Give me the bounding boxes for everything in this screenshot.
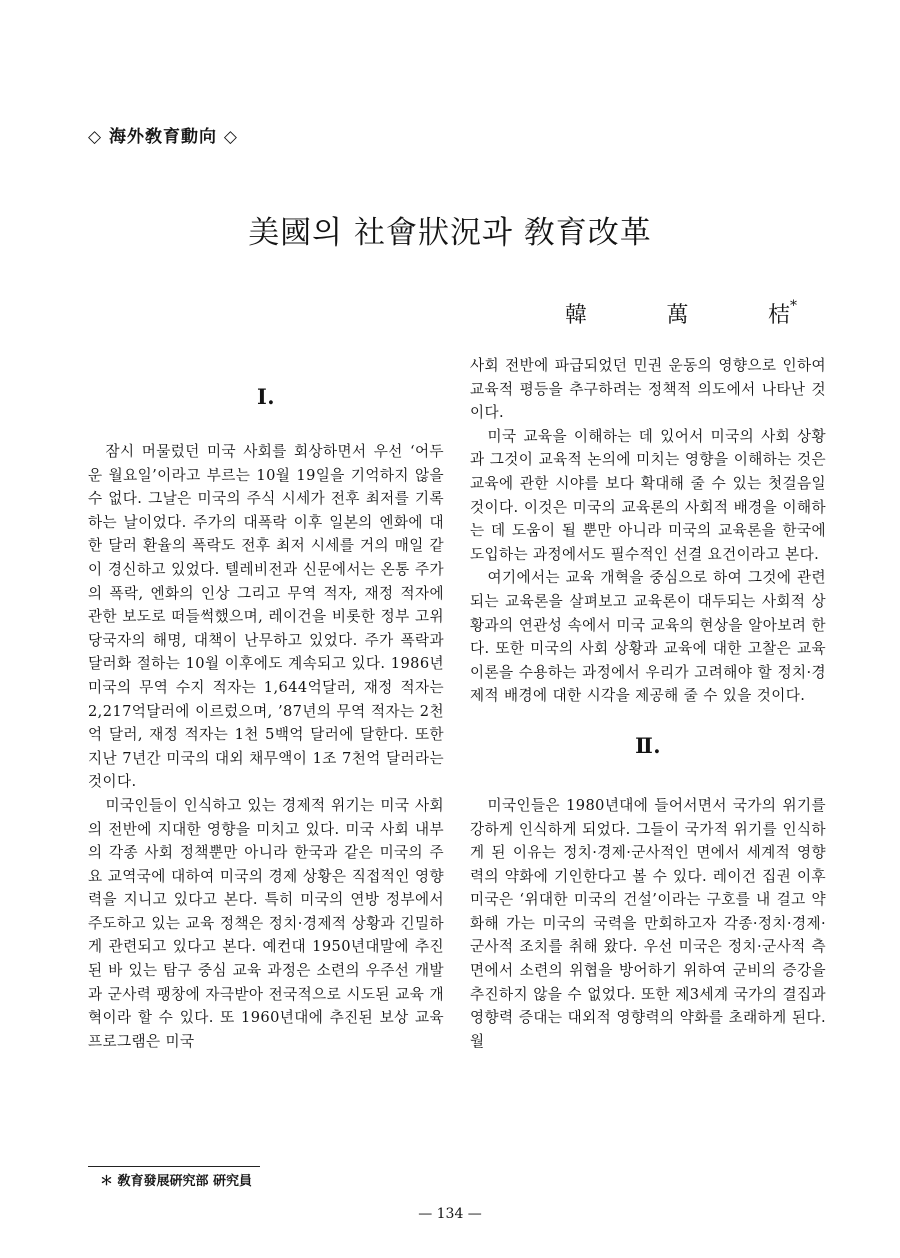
author-char-1: 韓 <box>565 303 588 328</box>
right-paragraph-1: 미국 교육을 이해하는 데 있어서 미국의 사회 상황과 그것이 교육적 논의에 미치는 영향을 이해하는 것은 교육에 관한 시야를 보다 확대해 줄 수 있는 첫걸음일 것이다. 이것은 미국의 교육론의 사회적 배경을 이해하는 데 도움이 될 뿐만 아니라 미국의 교육론을 한국에 도입하는 과정에서도 필수적인 선결 요건이라고 본다. <box>470 427 826 563</box>
author-footnote-mark: * <box>789 298 797 314</box>
section-heading-2: Ⅱ. <box>635 732 661 758</box>
left-paragraph-2: 미국인들이 인식하고 있는 경제적 위기는 미국 사회의 전반에 지대한 영향을 미치고 있다. 미국 사회 내부의 각종 사회 정책뿐만 아니라 한국과 같은 미국의 주요 교역국에 대하여 미국의 경제 상황은 직접적인 영향력을 지니고 있다고 본다. 특히 미국의 연방 정부에서 주도하고 있는 교육 정책은 정치·경제적 상황과 긴밀하게 관련되고 있다고 본다. 예컨대 1950년대말에 추진된 바 있는 탐구 중심 교육 과정은 소련의 우주선 개발과 군사력 팽창에 자극받아 전국적으로 시도된 교육 개혁이라 할 수 있다. 또 1960년대에 추진된 보상 교육 프로그램은 미국 <box>88 796 444 1050</box>
author-char-2: 萬 <box>666 303 689 328</box>
right-column <box>470 354 826 1053</box>
section-heading-1: Ⅰ. <box>257 384 275 409</box>
author-char-3-wrap <box>768 298 797 329</box>
right-continued-paragraph: 사회 전반에 파급되었던 민권 운동의 영향으로 인하여 교육적 평등을 추구하려는 정책적 의도에서 나타난 것이다. <box>470 357 826 422</box>
footnote-rule <box>88 1166 260 1167</box>
right-paragraph-3: 미국인들은 1980년대에 들어서면서 국가의 위기를 강하게 인식하게 되었다. 그들이 국가적 위기를 인식하게 된 이유는 정치·경제·군사적인 면에서 세계적 영향력의 약화에 기인한다고 볼 수 있다. 레이건 집권 이후 미국은 ‘위대한 미국의 건설’이라는 구호를 내 걸고 약화해 가는 미국의 국력을 만회하고자 각종·정치·경제·군사적 조치를 취해 왔다. 우선 미국은 정치·군사적 측면에서 소련의 위협을 방어하기 위하여 군비의 증강을 추진하지 않을 수 없었다. 또한 제3세계 국가의 결집과 영향력 증대는 대외적 영향력의 약화를 초래하게 된다. 월 <box>470 796 826 1050</box>
right-paragraph-2: 여기에서는 교육 개혁을 중심으로 하여 그것에 관련되는 교육론을 살펴보고 교육론이 대두되는 사회적 상황과의 연관성 속에서 미국 교육의 현상을 알아보려 한다. 또한 미국의 사회 상황과 교육에 대한 고찰은 교육 이론을 수용하는 과정에서 우리가 고려해야 할 정치·경제적 배경에 대한 시각을 제공해 줄 수 있을 것이다. <box>470 569 826 705</box>
page-number: — 134 — <box>418 1206 482 1222</box>
left-column <box>88 354 444 1053</box>
left-paragraph-1: 잠시 머물렀던 미국 사회를 회상하면서 우선 ‘어두운 월요일’이라고 부르는 10월 19일을 기억하지 않을 수 없다. 그날은 미국의 주식 시세가 전후 최저를 기록하는 날이었다. 주가의 대폭락 이후 일본의 엔화에 대한 달러 환율의 폭락도 전후 최저 시세를 거의 매일 같이 경신하고 있었다. 텔레비전과 신문에서는 온통 주가의 폭락, 엔화의 인상 그리고 무역 적자, 재정 적자에 관한 보도로 떠들썩했으며, 레이건을 비롯한 정부 고위 당국자의 해명, 대책이 난무하고 있었다. 주가 폭락과 달러화 절하는 10월 이후에도 계속되고 있다. 1986년 미국의 무역 수지 적자는 1,644억달러, 재정 적자는 2,217억달러에 이르렀으며, ’87년의 무역 적자는 2천억 달러, 재정 적자는 1천 5백억 달러에 달한다. 또한 지난 7년간 미국의 대외 채무액이 1조 7천억 달러라는 것이다. <box>88 443 444 791</box>
author-char-3: 桔 <box>767 303 790 328</box>
footnote: ＊ 敎育發展硏究部 硏究員 <box>100 1174 253 1189</box>
article-title: 美國의 社會狀況과 敎育改革 <box>248 215 652 251</box>
author-byline <box>565 298 797 329</box>
section-label: ◇ 海外敎育動向 ◇ <box>88 127 238 147</box>
